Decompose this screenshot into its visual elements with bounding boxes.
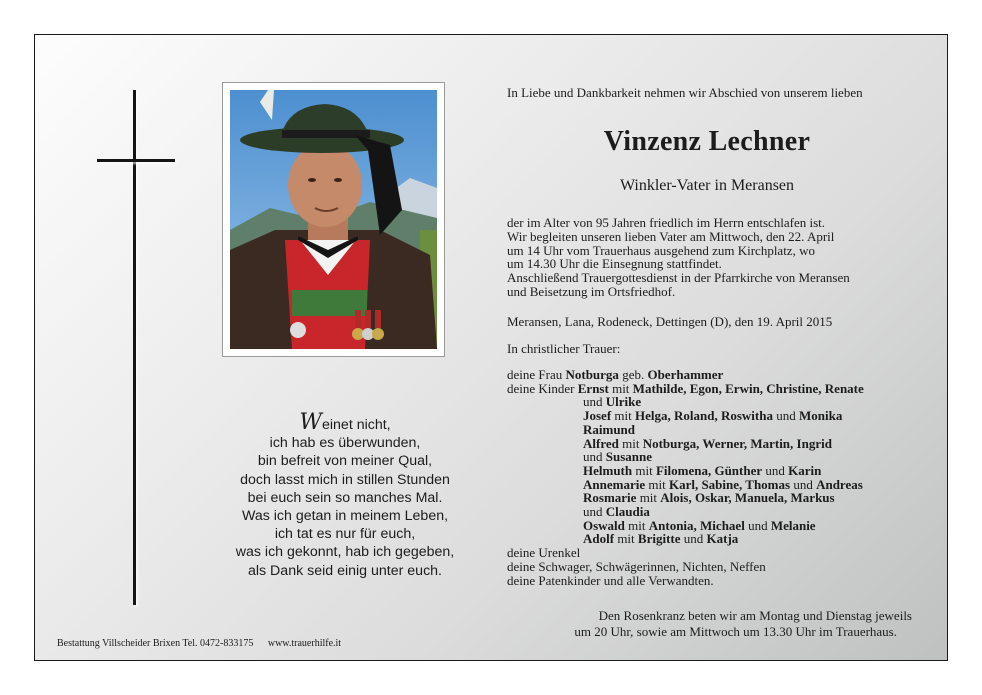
- mourner-relatives: Notburga, Werner, Martin, Ingrid: [642, 435, 832, 451]
- announcement-line: um 14.30 Uhr die Einsegnung stattfindet.: [507, 256, 722, 272]
- mourner-text: mit: [648, 476, 666, 492]
- rosary-line: um 20 Uhr, sowie am Mittwoch um 13.30 Uhr im Trauerhaus.: [574, 624, 897, 639]
- intro-text: In Liebe und Dankbarkeit nehmen wir Abschied von unserem lieben: [507, 85, 863, 100]
- mourner-relatives: Karl, Sabine, Thomas: [668, 476, 791, 492]
- announcement-line: und Beisetzung im Ortsfriedhof.: [507, 283, 676, 299]
- mourner-relatives: Karin: [788, 462, 822, 478]
- poem-line: was ich gekonnt, hab ich gegeben,: [235, 544, 455, 561]
- mourner-name: Alfred: [583, 435, 619, 451]
- mourner-child: [507, 409, 864, 423]
- mourner-name: Rosmarie: [583, 490, 637, 506]
- mourner-text: und: [776, 408, 796, 424]
- mourners-list: [507, 368, 864, 587]
- mourner-text: mit: [639, 490, 658, 506]
- mourner-relatives: Katja: [706, 531, 739, 547]
- deceased-subtitle: Winkler-Vater in Meransen: [619, 177, 795, 194]
- mourner-name: Helmuth: [583, 462, 633, 478]
- portrait-illustration: [230, 90, 437, 349]
- mourner-relatives: Mathilde, Egon, Erwin, Christine, Renate: [632, 380, 864, 396]
- poem-line: Was ich getan in meinem Leben,: [241, 508, 449, 525]
- mourner-text: mit: [635, 462, 653, 478]
- mourner-others: deine Urenkel: [507, 545, 581, 561]
- mourner-prefix: deine Kinder: [507, 380, 575, 396]
- mourner-relatives: Brigitte: [637, 531, 681, 547]
- poem-dropcap: W: [299, 410, 322, 435]
- mourner-child: [507, 382, 864, 396]
- mourner-text: und: [748, 517, 768, 533]
- obituary-card: [34, 34, 948, 661]
- poem-line: [195, 410, 495, 435]
- deceased-name: Vinzenz Lechner: [603, 126, 811, 157]
- mourner-relatives: Filomena, Günther: [655, 462, 763, 478]
- mourner-relatives: Ulrike: [605, 394, 642, 410]
- mourner-text: mit: [612, 380, 630, 396]
- poem-line: ich tat es nur für euch,: [274, 526, 416, 543]
- mourner-name: Adolf: [583, 531, 615, 547]
- mourner-relatives: Antonia, Michael: [648, 517, 745, 533]
- poem-line: doch lasst mich in stillen Stunden: [240, 471, 450, 488]
- rosary-notice: [507, 608, 912, 640]
- mourner-name: Josef: [583, 408, 612, 424]
- cross-icon-bar: [97, 159, 175, 162]
- mourner-text: und: [583, 449, 603, 465]
- mourner-child: [507, 519, 864, 533]
- mourner-name: Notburga: [565, 367, 619, 382]
- portrait-photo: [230, 90, 437, 349]
- footer: [57, 638, 341, 649]
- mourner-others: deine Patenkinder und alle Verwandten.: [507, 572, 714, 588]
- undertaker-info: Bestattung Villscheider Brixen Tel. 0472-833175: [57, 638, 254, 649]
- mourner-child: [507, 464, 864, 478]
- cross-icon: [133, 90, 136, 605]
- mourner-relatives: Raimund: [583, 421, 636, 437]
- mourner-child: [507, 532, 864, 546]
- mourner-text: und: [793, 476, 813, 492]
- website-link[interactable]: www.trauerhilfe.it: [267, 638, 342, 649]
- mourner-text: mit: [622, 435, 640, 451]
- poem-line: ich hab es überwunden,: [269, 435, 421, 452]
- mourner-text: und: [765, 462, 785, 478]
- mourner-text: mit: [614, 408, 632, 424]
- mourner-child: [507, 491, 864, 505]
- mourner-name: Oswald: [583, 517, 625, 533]
- mourner-others: deine Schwager, Schwägerinnen, Nichten, Neffen: [507, 558, 766, 574]
- poem-line: bei euch sein so manches Mal.: [247, 489, 443, 506]
- mourner-name: Annemarie: [583, 476, 646, 492]
- mourner-relatives: Melanie: [770, 517, 816, 533]
- mourner-child-cont: [507, 423, 864, 437]
- announcement-line: der im Alter von 95 Jahren friedlich im Herrn entschlafen ist.: [507, 215, 826, 230]
- places-date: Meransen, Lana, Rodeneck, Dettingen (D), den 19. April 2015: [507, 314, 833, 329]
- mourner-relatives: Susanne: [605, 449, 652, 465]
- announcement-text: [507, 216, 850, 299]
- mourner-relatives: Andreas: [816, 476, 863, 492]
- rosary-line: Den Rosenkranz beten wir am Montag und Dienstag jeweils: [598, 608, 912, 623]
- mourner-text: geb.: [622, 367, 645, 382]
- mourner-text: und: [583, 394, 603, 410]
- poem-line: bin befreit von meiner Qual,: [257, 453, 433, 470]
- mourner-text: mit: [617, 531, 635, 547]
- mourner-name: Ernst: [577, 380, 609, 396]
- poem-first-line: einet nicht,: [322, 417, 391, 433]
- mourner-child-cont: [507, 450, 864, 464]
- mourner-child: [507, 437, 864, 451]
- mourner-relatives: Claudia: [605, 504, 650, 520]
- poem-line: als Dank seid einig unter euch.: [247, 562, 442, 579]
- mourner-relatives: Monika: [798, 408, 843, 424]
- portrait-frame: [222, 82, 445, 357]
- mourner-relatives: Alois, Oskar, Manuela, Markus: [660, 490, 835, 506]
- mourner-child: [507, 478, 864, 492]
- mourner-text: und: [583, 504, 603, 520]
- announcement-line: um 14 Uhr vom Trauerhaus ausgehend zum Kirchplatz, wo: [507, 242, 815, 258]
- mourner-prefix: deine Frau: [507, 367, 563, 382]
- mourner-relatives: Helga, Roland, Roswitha: [635, 408, 773, 424]
- announcement-line: Wir begleiten unseren lieben Vater am Mittwoch, den 22. April: [507, 228, 835, 244]
- mourner-maiden-name: Oberhammer: [647, 367, 724, 382]
- mourner-text: und: [683, 531, 704, 547]
- mourner-wife: [507, 368, 864, 382]
- mourner-child-cont: [507, 505, 864, 519]
- announcement-line: Anschließend Trauergottesdienst in der Pfarrkirche von Meransen: [507, 270, 850, 286]
- mourner-child-cont: [507, 395, 864, 409]
- mourner-text: mit: [628, 517, 646, 533]
- mourning-heading: In christlicher Trauer:: [507, 341, 621, 356]
- poem: [195, 410, 495, 580]
